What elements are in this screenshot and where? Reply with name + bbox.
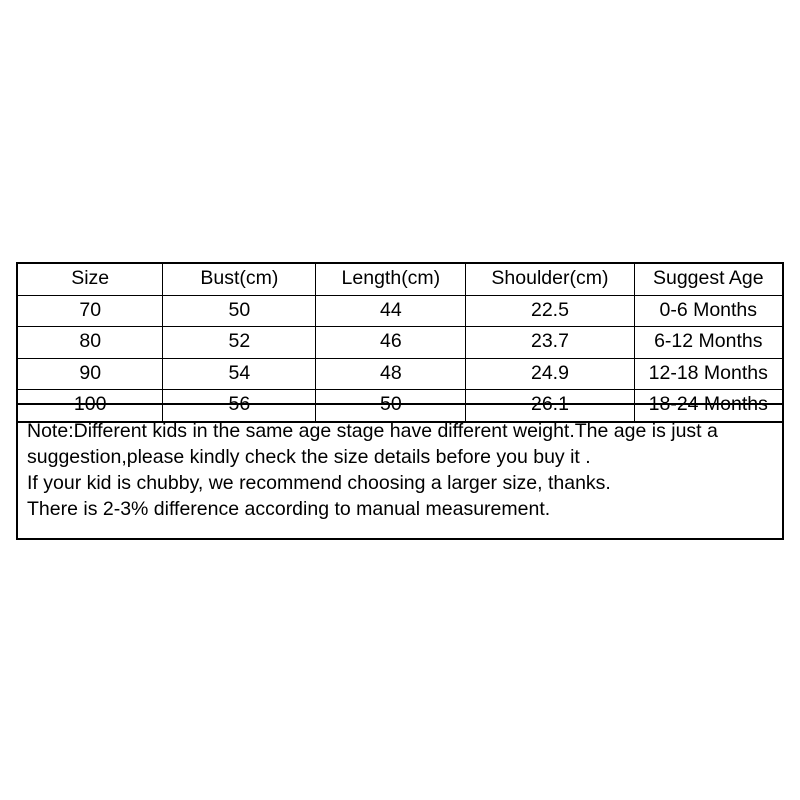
cell-length: 44 — [316, 295, 466, 327]
note-line: Note:Different kids in the same age stage have different weight.The age is just a — [27, 420, 718, 442]
cell-suggest-age: 12-18 Months — [634, 358, 782, 390]
column-header-bust: Bust(cm) — [163, 264, 316, 295]
cell-bust: 54 — [163, 358, 316, 390]
cell-length: 50 — [316, 390, 466, 421]
table-row — [18, 327, 782, 359]
cell-size: 80 — [18, 327, 163, 359]
size-table — [18, 264, 782, 421]
column-header-suggest-age: Suggest Age — [634, 264, 782, 295]
notes-box — [16, 403, 784, 540]
cell-length: 48 — [316, 358, 466, 390]
note-line: suggestion,please kindly check the size details before you buy it . — [27, 446, 591, 468]
cell-shoulder: 24.9 — [466, 358, 634, 390]
cell-suggest-age: 18-24 Months — [634, 390, 782, 421]
cell-size: 100 — [18, 390, 163, 421]
cell-shoulder: 26.1 — [466, 390, 634, 421]
cell-bust: 52 — [163, 327, 316, 359]
cell-size: 70 — [18, 295, 163, 327]
cell-bust: 50 — [163, 295, 316, 327]
size-chart-table-container — [16, 262, 784, 423]
cell-length: 46 — [316, 327, 466, 359]
cell-suggest-age: 0-6 Months — [634, 295, 782, 327]
cell-bust: 56 — [163, 390, 316, 421]
column-header-length: Length(cm) — [316, 264, 466, 295]
cell-shoulder: 22.5 — [466, 295, 634, 327]
table-header-row — [18, 264, 782, 295]
column-header-size: Size — [18, 264, 163, 295]
note-line: There is 2-3% difference according to manual measurement. — [27, 498, 551, 520]
cell-suggest-age: 6-12 Months — [634, 327, 782, 359]
cell-shoulder: 23.7 — [466, 327, 634, 359]
note-line: If your kid is chubby, we recommend choosing a larger size, thanks. — [27, 472, 611, 494]
table-row — [18, 358, 782, 390]
table-row — [18, 295, 782, 327]
column-header-shoulder: Shoulder(cm) — [466, 264, 634, 295]
cell-size: 90 — [18, 358, 163, 390]
